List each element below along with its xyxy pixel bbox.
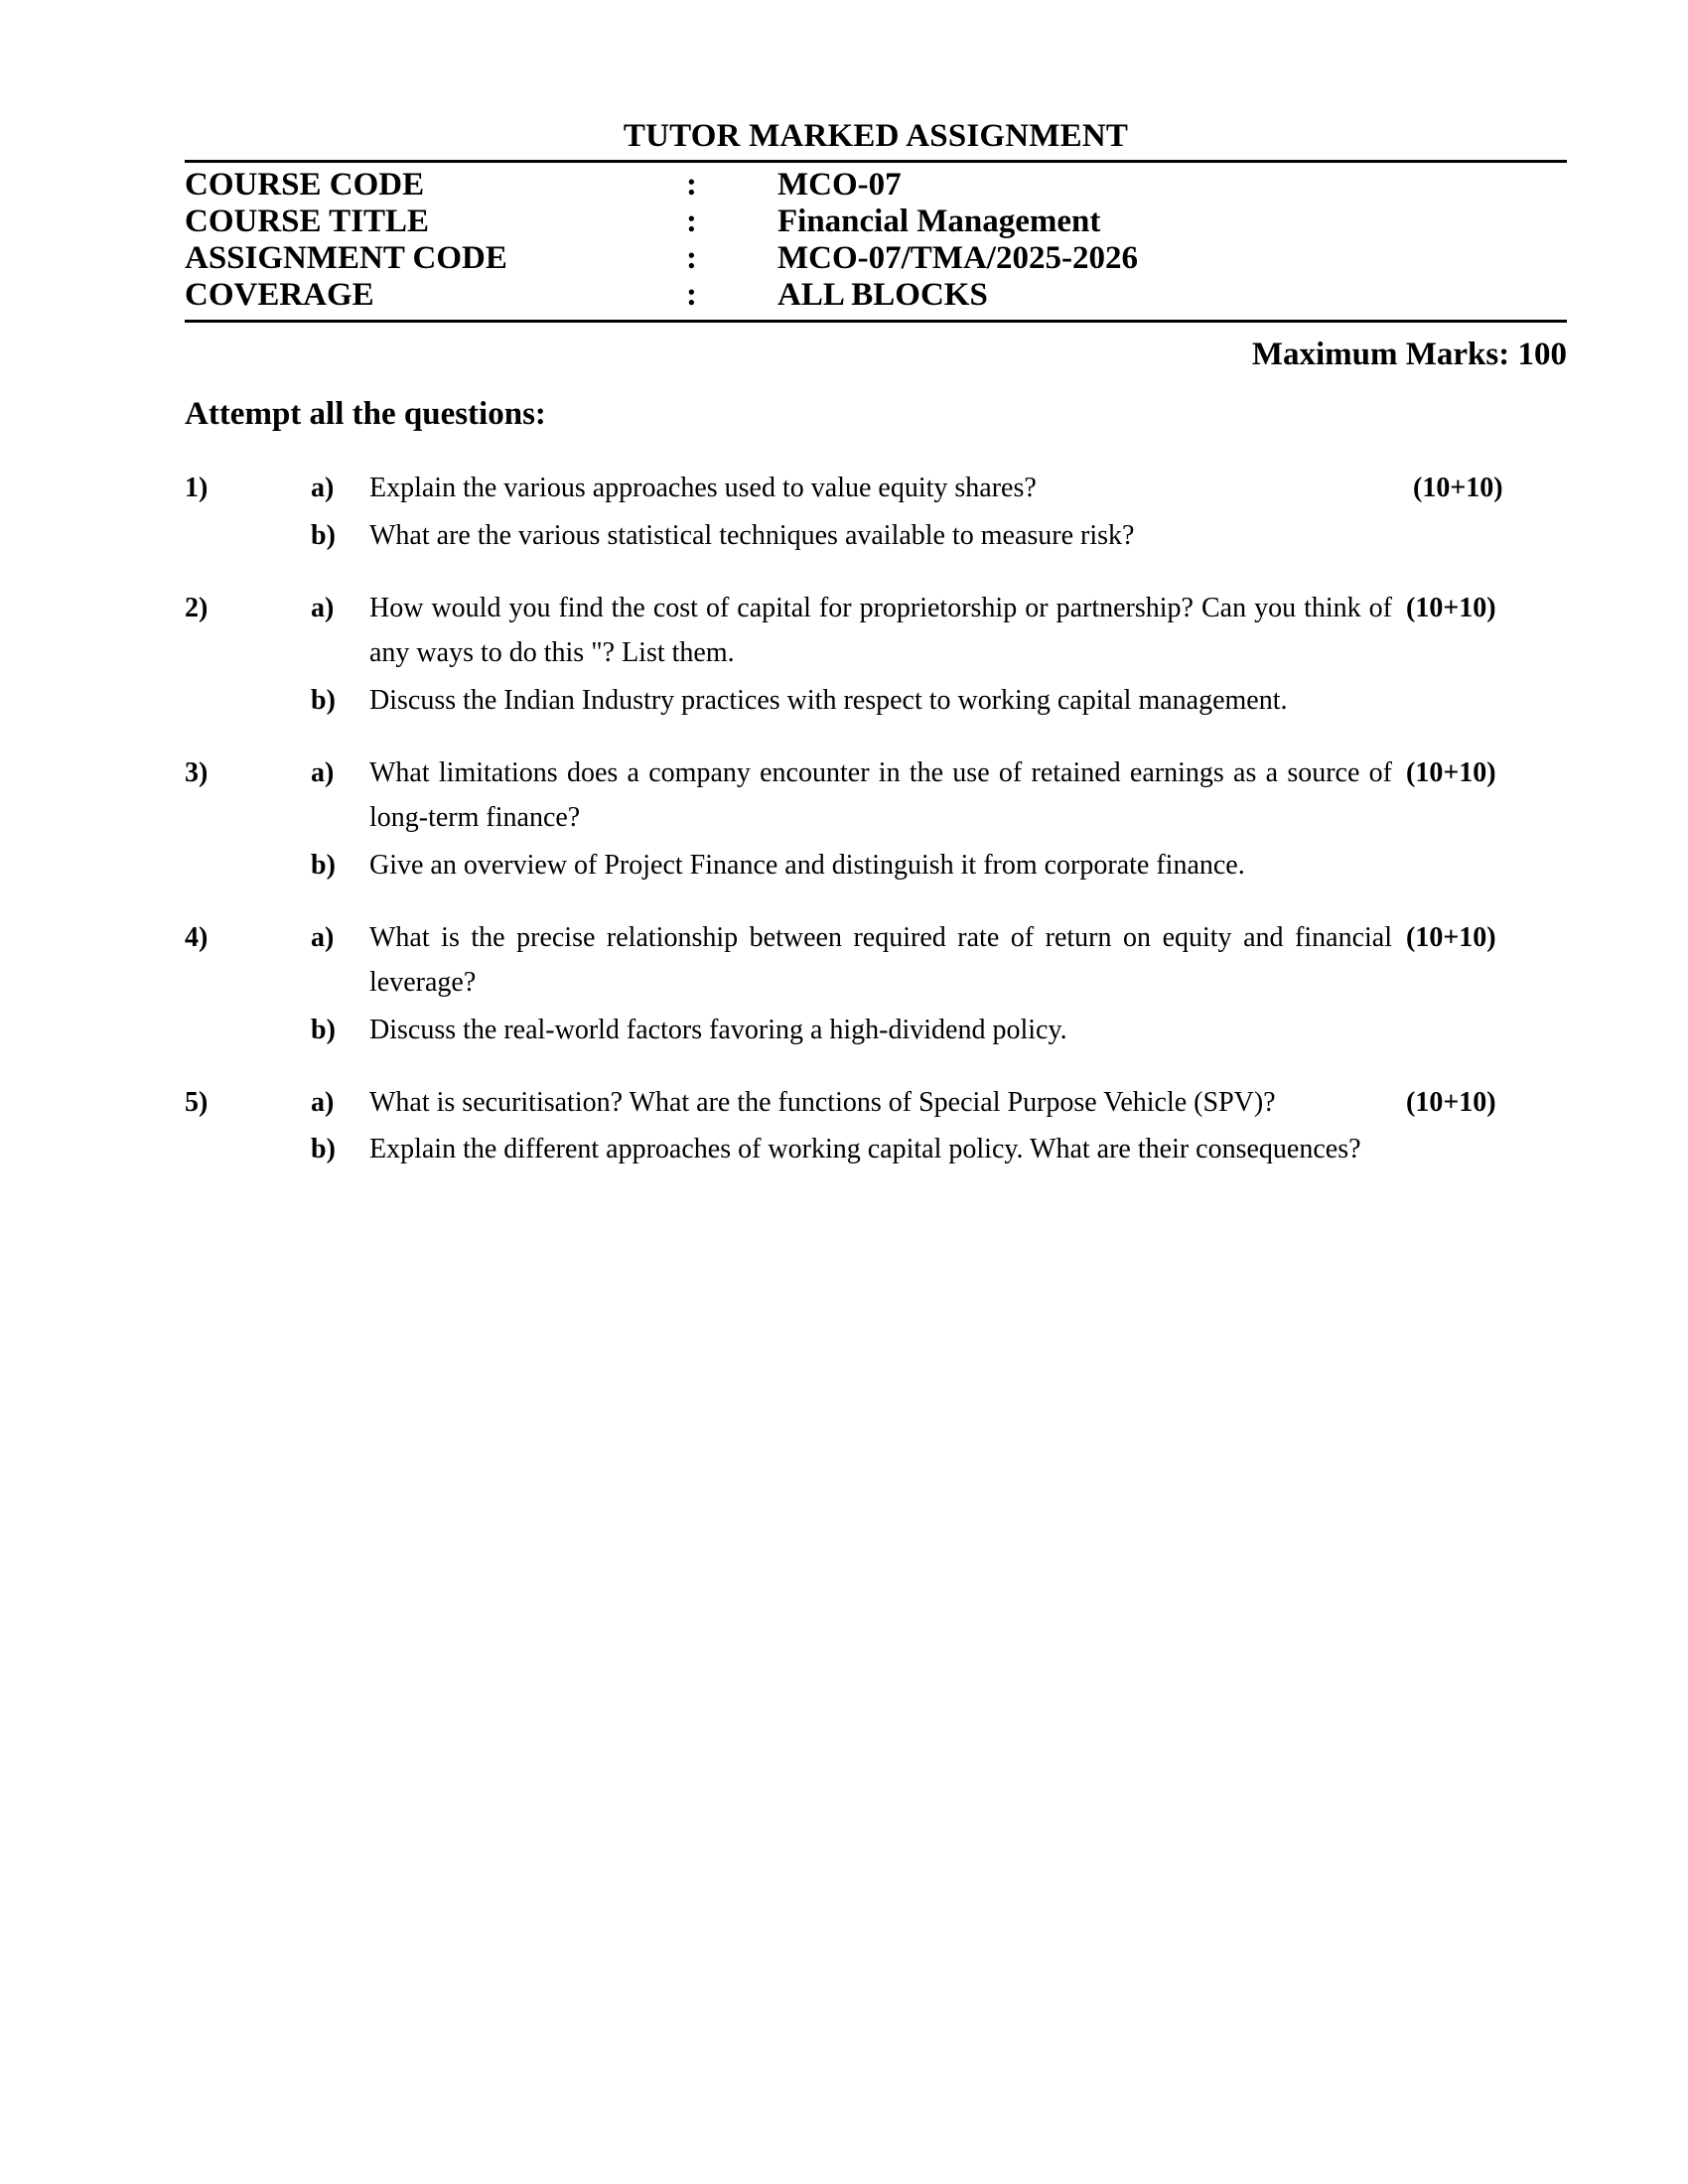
question-part-row <box>185 1127 1567 1171</box>
meta-value-assignment-code: MCO-07/TMA/2025-2026 <box>777 239 1138 276</box>
meta-colon: : <box>686 166 697 203</box>
meta-label-coverage: COVERAGE <box>185 276 374 313</box>
header-rule-bottom <box>185 320 1567 323</box>
question-marks-5: (10+10) <box>1406 1087 1496 1119</box>
question-number-2: 2) <box>185 592 209 623</box>
part-text: Discuss the Indian Industry practices with respect to working capital management. <box>369 684 1288 716</box>
meta-label-course-code: COURSE CODE <box>185 166 425 203</box>
part-letter: a) <box>311 592 335 623</box>
course-meta-table <box>185 168 1567 315</box>
question-number-3: 3) <box>185 756 209 788</box>
question-item-5 <box>185 1080 1567 1172</box>
question-part-row <box>185 466 1567 510</box>
meta-colon: : <box>686 203 697 239</box>
part-letter: b) <box>311 1014 336 1045</box>
part-text: What limitations does a company encounter in the use of retained earnings as a source of long-term finance? <box>369 756 1392 834</box>
part-letter: b) <box>311 1134 336 1165</box>
header-rule-top <box>185 160 1567 163</box>
part-letter: a) <box>311 1087 335 1119</box>
question-part-row <box>185 751 1567 841</box>
question-marks-4: (10+10) <box>1406 922 1496 954</box>
questions-list <box>185 466 1567 1172</box>
part-text: Discuss the real-world factors favoring a high-dividend policy. <box>369 1014 1067 1045</box>
question-part-row <box>185 513 1567 558</box>
part-text: Give an overview of Project Finance and distinguish it from corporate finance. <box>369 849 1245 881</box>
part-text: What is securitisation? What are the functions of Special Purpose Vehicle (SPV)? <box>369 1087 1276 1119</box>
question-item-1 <box>185 466 1567 558</box>
part-letter: a) <box>311 473 335 504</box>
meta-colon: : <box>686 276 697 313</box>
part-text: Explain the different approaches of working capital policy. What are their consequences? <box>369 1134 1361 1165</box>
content-frame <box>185 0 1567 1200</box>
question-marks-1: (10+10) <box>1413 473 1503 504</box>
question-part-row <box>185 678 1567 723</box>
question-item-3 <box>185 751 1567 887</box>
table-row <box>185 168 1567 205</box>
part-letter: b) <box>311 519 336 551</box>
question-number-5: 5) <box>185 1087 209 1119</box>
meta-colon: : <box>686 239 697 276</box>
part-text: What are the various statistical techniques available to measure risk? <box>369 519 1135 551</box>
part-text: Explain the various approaches used to value equity shares? <box>369 473 1037 504</box>
question-marks-3: (10+10) <box>1406 756 1496 788</box>
question-marks-2: (10+10) <box>1406 592 1496 623</box>
instruction-line: Attempt all the questions: <box>185 395 546 432</box>
part-text: How would you find the cost of capital for proprietorship or partnership? Can you think of any ways to do this "? List them. <box>369 592 1392 669</box>
meta-value-course-code: MCO-07 <box>777 166 902 203</box>
question-part-row <box>185 586 1567 676</box>
maximum-marks: Maximum Marks: 100 <box>1251 336 1567 372</box>
part-letter: a) <box>311 922 335 954</box>
question-part-row <box>185 1008 1567 1052</box>
part-letter: b) <box>311 849 336 881</box>
question-part-row <box>185 915 1567 1006</box>
question-item-2 <box>185 586 1567 723</box>
page-title: TUTOR MARKED ASSIGNMENT <box>623 118 1129 154</box>
part-letter: b) <box>311 684 336 716</box>
question-part-row <box>185 1080 1567 1125</box>
part-letter: a) <box>311 756 335 788</box>
question-number-1: 1) <box>185 473 209 504</box>
meta-value-course-title: Financial Management <box>777 203 1101 239</box>
table-row <box>185 241 1567 278</box>
meta-value-coverage: ALL BLOCKS <box>777 276 988 313</box>
part-text: What is the precise relationship between required rate of return on equity and financial leverage? <box>369 922 1392 999</box>
meta-label-assignment-code: ASSIGNMENT CODE <box>185 239 507 276</box>
question-item-4 <box>185 915 1567 1052</box>
table-row <box>185 278 1567 315</box>
table-row <box>185 205 1567 241</box>
meta-label-course-title: COURSE TITLE <box>185 203 430 239</box>
question-part-row <box>185 843 1567 887</box>
question-number-4: 4) <box>185 922 209 954</box>
